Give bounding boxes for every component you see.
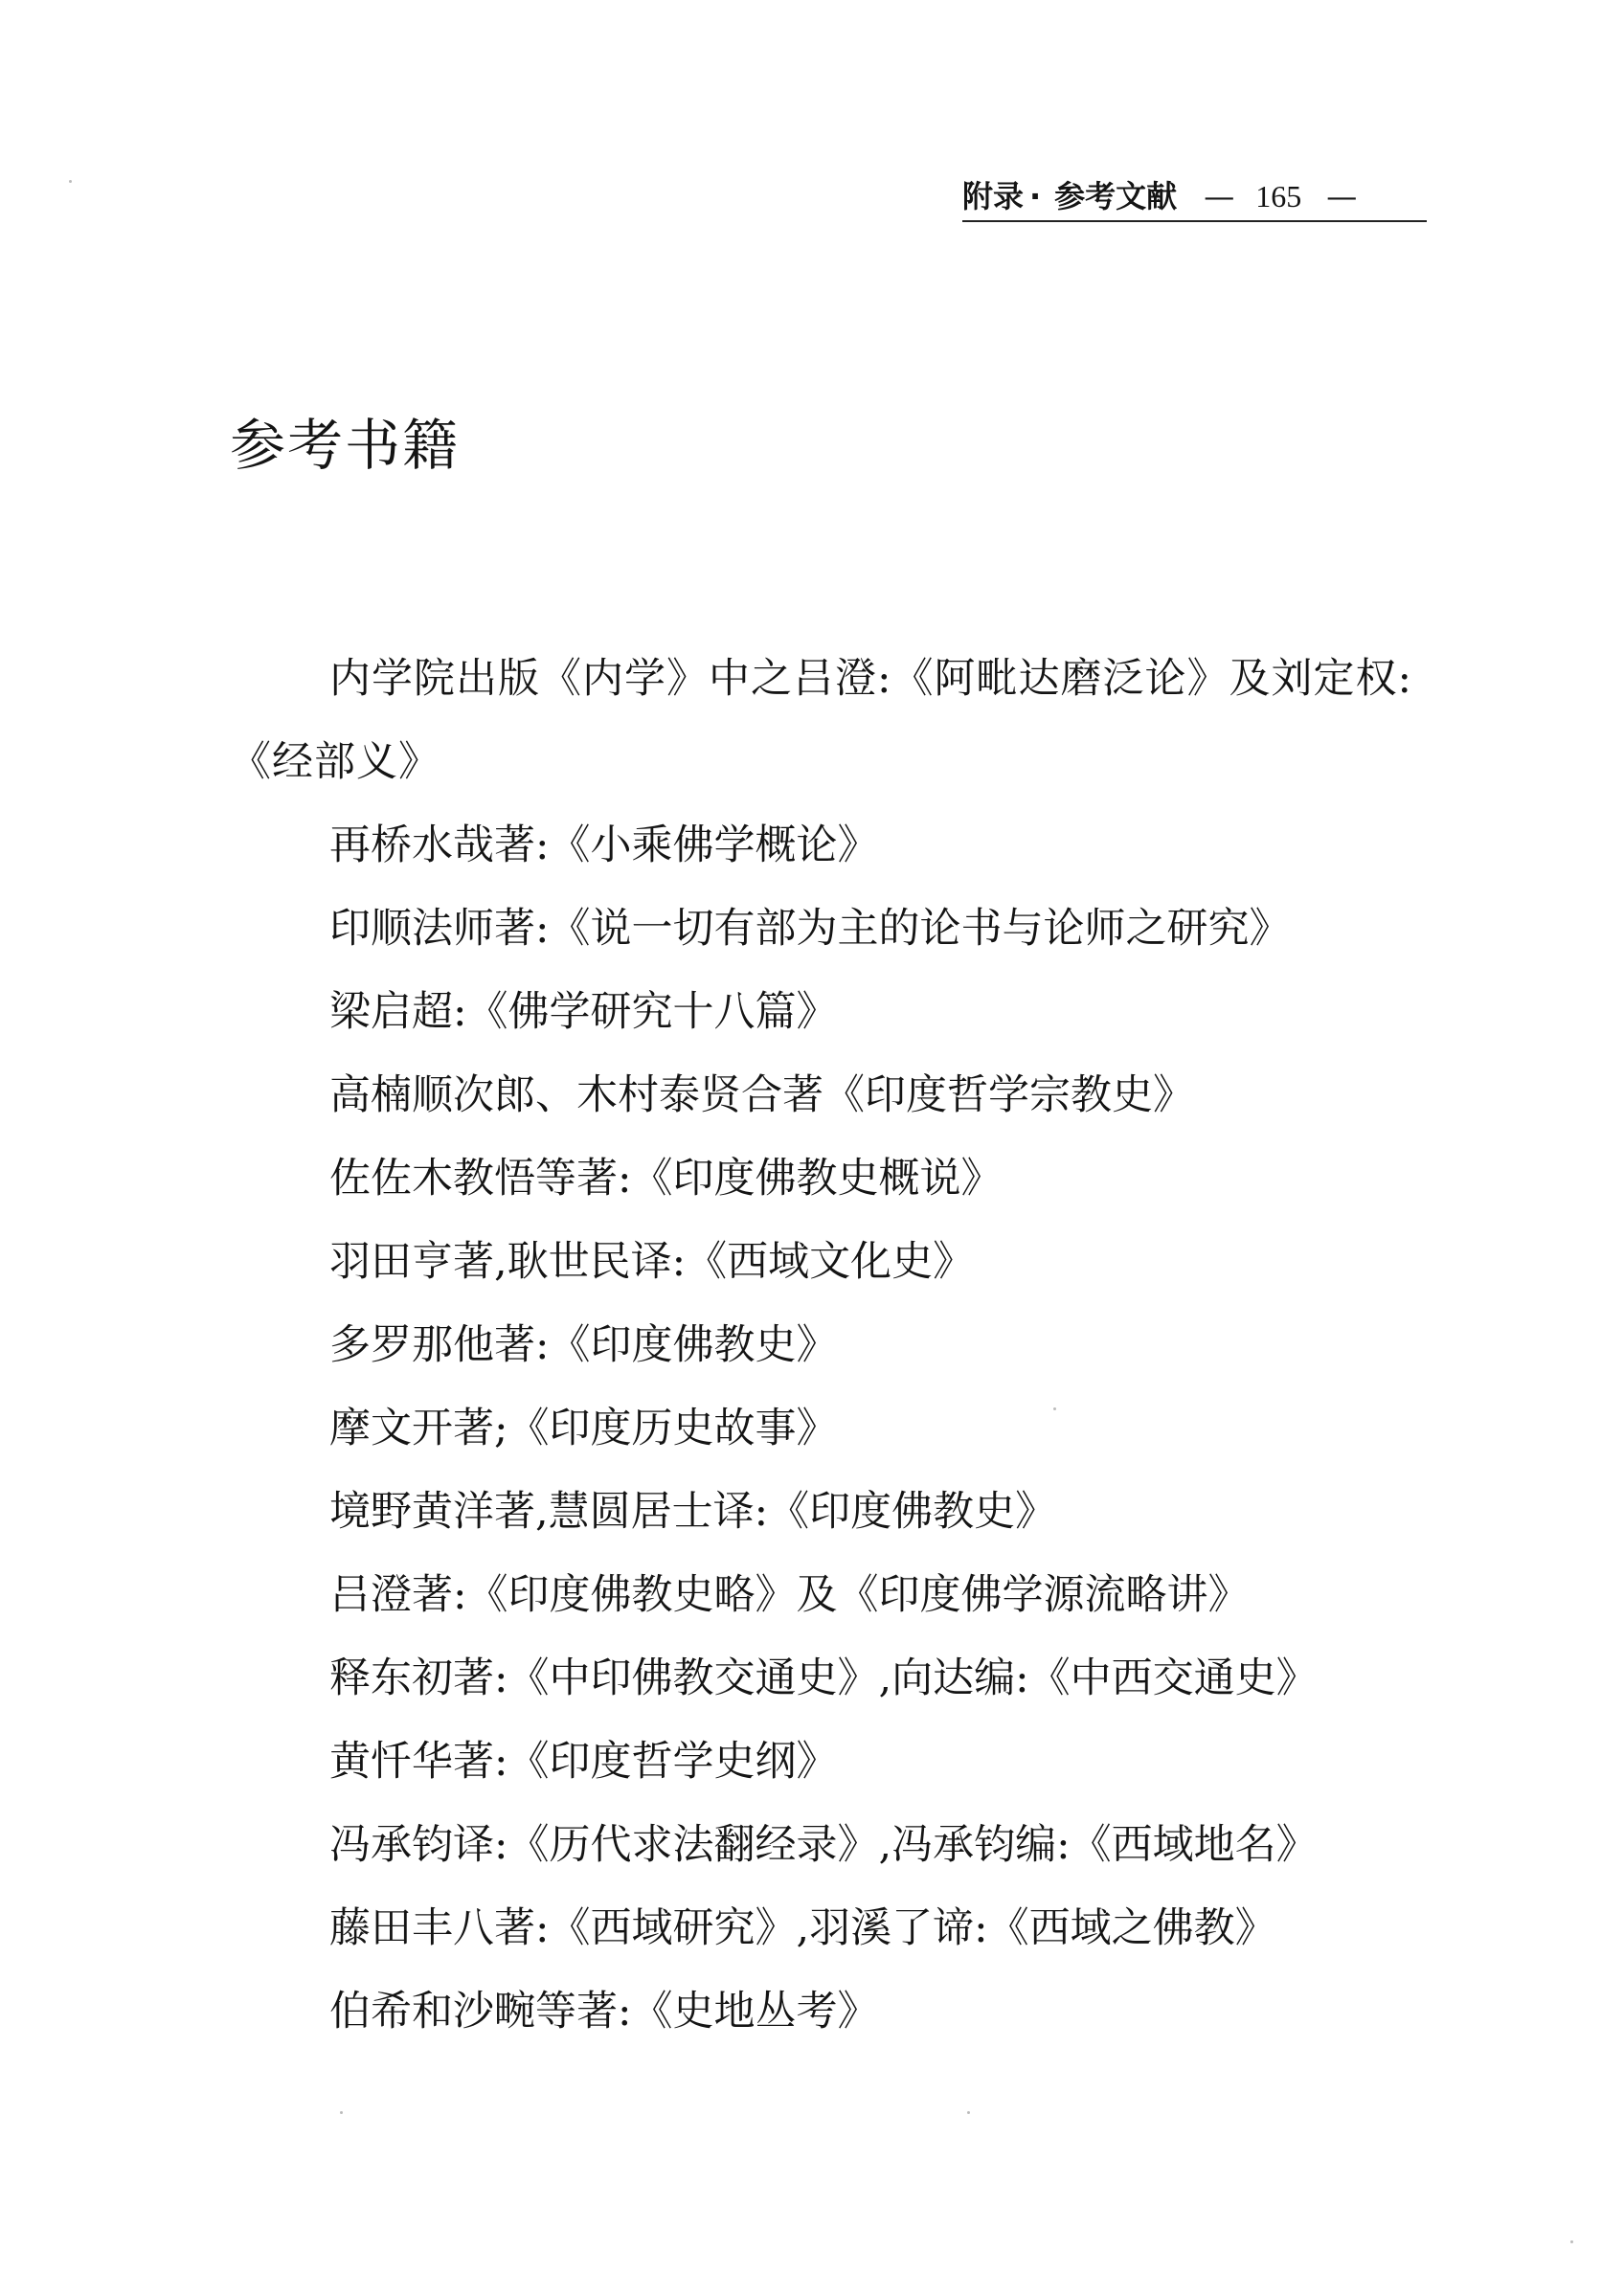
list-item: 吕澄著:《印度佛教史略》及《印度佛学源流略讲》 (329, 1571, 1250, 1619)
list-item: 梁启超:《佛学研究十八篇》 (329, 988, 838, 1036)
list-item: 伯希和沙畹等著:《史地丛考》 (329, 1988, 879, 2036)
page-number: 165 (1255, 179, 1302, 214)
header-chapter: 参考文献 (1054, 178, 1178, 214)
header-dash-end: — (1326, 178, 1358, 214)
list-item: 高楠顺次郎、木村泰贤合著《印度哲学宗教史》 (329, 1071, 1194, 1119)
page-title: 参考书籍 (230, 413, 461, 478)
header-dash: — (1204, 178, 1235, 214)
list-item: 佐佐木教悟等著:《印度佛教史概说》 (329, 1155, 1003, 1203)
list-item: 冯承钧译:《历代求法翻经录》,冯承钧编:《西域地名》 (329, 1821, 1318, 1869)
list-item: 境野黄洋著,慧圆居士译:《印度佛教史》 (329, 1488, 1057, 1536)
scan-speck (1570, 2240, 1573, 2243)
list-item: 多罗那他著:《印度佛教史》 (329, 1321, 838, 1369)
running-header (962, 172, 1427, 222)
list-item: 再桥水哉著:《小乘佛学概论》 (329, 821, 879, 869)
list-item: 释东初著:《中印佛教交通史》,向达编:《中西交通史》 (329, 1654, 1318, 1702)
reference-list (230, 638, 1427, 2054)
list-item: 藤田丰八著:《西域研究》,羽溪了谛:《西域之佛教》 (329, 1904, 1276, 1952)
header-section: 附录 (962, 178, 1025, 214)
list-item: 黄忏华著:《印度哲学史纲》 (329, 1738, 838, 1786)
scan-speck (1053, 1407, 1056, 1410)
scan-speck (69, 180, 72, 183)
scan-speck (967, 2111, 970, 2114)
list-item: 内学院出版《内学》中之吕澄:《阿毗达磨泛论》及刘定权:《经部义》 (230, 655, 1412, 786)
scan-speck (340, 2111, 343, 2114)
header-dot: · (1029, 178, 1042, 214)
list-item: 印顺法师著:《说一切有部为主的论书与论师之研究》 (329, 905, 1291, 953)
list-item: 摩文开著;《印度历史故事》 (329, 1405, 838, 1452)
list-item: 羽田亨著,耿世民译:《西域文化史》 (329, 1238, 975, 1286)
